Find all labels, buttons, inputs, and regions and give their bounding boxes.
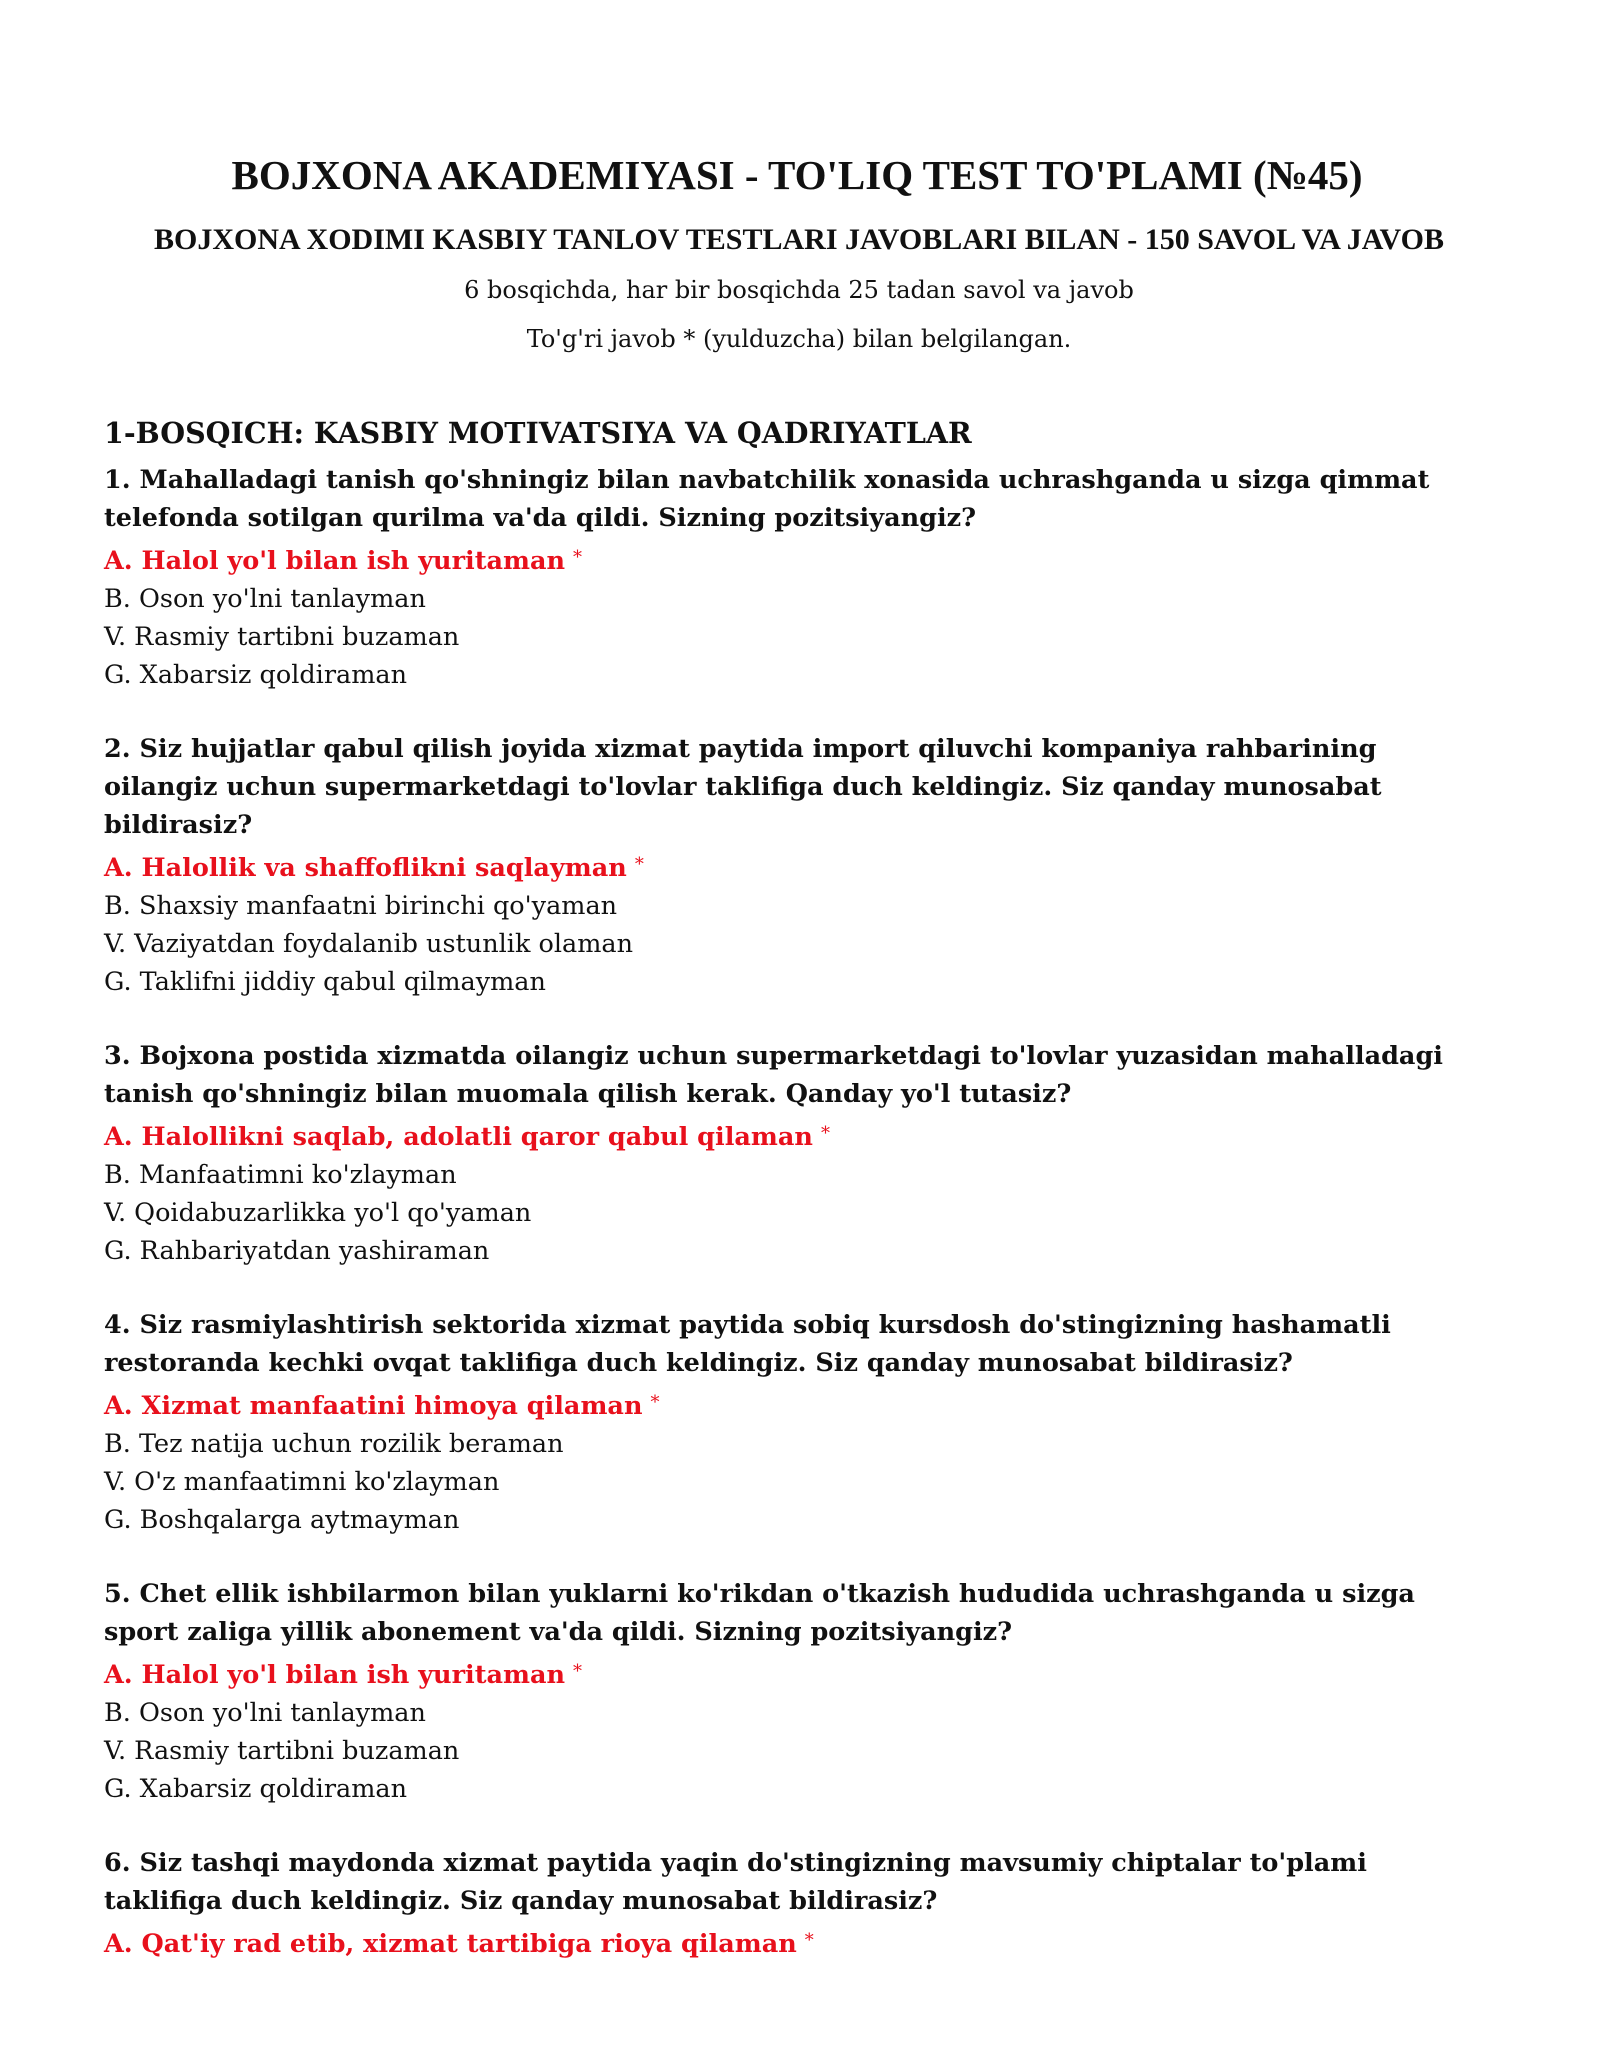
answer-option: B. Manfaatimni ko'zlayman: [104, 1160, 457, 1190]
answer-label: A. Qat'iy rad etib, xizmat tartibiga rioya qilaman: [104, 1929, 797, 1959]
correct-star-marker: *: [573, 547, 583, 568]
answer-label: A. Xizmat manfaatini himoya qilaman: [104, 1391, 643, 1421]
answer-option: B. Shaxsiy manfaatni birinchi qo'yaman: [104, 891, 618, 921]
answer-option: G. Boshqalarga aytmayman: [104, 1505, 460, 1535]
answer-option: B. Oson yo'lni tanlayman: [104, 1698, 426, 1728]
info-line-stages: 6 bosqichda, har bir bosqichda 25 tadan savol va javob: [464, 276, 1134, 304]
question-3: [104, 1037, 1480, 1270]
question-text: 2. Siz hujjatlar qabul qilish joyida xizmat paytida import qiluvchi kompaniya rahbarining oilangiz uchun supermarketdagi to'lovlar taklifiga duch keldingiz. Siz qanday munosabat bildirasiz?: [104, 734, 1382, 840]
correct-answer: [104, 1115, 1480, 1156]
correct-star-marker: *: [573, 1661, 583, 1682]
correct-answer: [104, 1384, 1480, 1425]
info-line-marker: To'g'ri javob * (yulduzcha) bilan belgilangan.: [526, 325, 1072, 353]
correct-star-marker: *: [650, 1392, 660, 1413]
correct-answer: [104, 1922, 1480, 1963]
question-text: 6. Siz tashqi maydonda xizmat paytida yaqin do'stingizning mavsumiy chiptalar to'plami taklifiga duch keldingiz. Siz qanday munosabat bildirasiz?: [104, 1848, 1367, 1916]
correct-answer: [104, 846, 1480, 887]
question-5: [104, 1575, 1480, 1808]
answer-option: G. Rahbariyatdan yashiraman: [104, 1236, 490, 1266]
correct-star-marker: *: [634, 854, 644, 875]
answer-option: G. Xabarsiz qoldiraman: [104, 1774, 408, 1804]
answer-label: A. Halol yo'l bilan ish yuritaman: [104, 546, 566, 576]
answer-option: V. Rasmiy tartibni buzaman: [104, 1736, 460, 1766]
correct-star-marker: *: [820, 1123, 830, 1144]
answer-label: A. Halollik va shaffoflikni saqlayman: [104, 853, 627, 883]
question-text: 5. Chet ellik ishbilarmon bilan yuklarni ko'rikdan o'tkazish hududida uchrashganda u sizga sport zaliga yillik abonement va'da qildi. Sizning pozitsiyangiz?: [104, 1579, 1415, 1647]
question-text: 3. Bojxona postida xizmatda oilangiz uchun supermarketdagi to'lovlar yuzasidan mahalladagi tanish qo'shningiz bilan muomala qilish kerak. Qanday yo'l tutasiz?: [104, 1041, 1443, 1109]
question-text: 4. Siz rasmiylashtirish sektorida xizmat paytida sobiq kursdosh do'stingizning hashamatli restoranda kechki ovqat taklifiga duch keldingiz. Siz qanday munosabat bildirasiz?: [104, 1310, 1391, 1378]
answer-option: V. O'z manfaatimni ko'zlayman: [104, 1467, 500, 1497]
answer-option: G. Taklifni jiddiy qabul qilmayman: [104, 967, 546, 997]
document-title: BOJXONA AKADEMIYASI - TO'LIQ TEST TO'PLAMI (№45): [231, 152, 1363, 198]
answer-option: B. Oson yo'lni tanlayman: [104, 584, 426, 614]
question-6: [104, 1844, 1480, 1963]
question-text: 1. Mahalladagi tanish qo'shningiz bilan navbatchilik xonasida uchrashganda u sizga qimmat telefonda sotilgan qurilma va'da qildi. Sizning pozitsiyangiz?: [104, 465, 1430, 533]
question-1: [104, 461, 1480, 694]
answer-option: V. Qoidabuzarlikka yo'l qo'yaman: [104, 1198, 532, 1228]
answer-label: A. Halollikni saqlab, adolatli qaror qabul qilaman: [104, 1122, 813, 1152]
correct-answer: [104, 539, 1480, 580]
answer-option: B. Tez natija uchun rozilik beraman: [104, 1429, 564, 1459]
answer-option: V. Rasmiy tartibni buzaman: [104, 622, 460, 652]
correct-star-marker: *: [804, 1930, 814, 1951]
answer-option: V. Vaziyatdan foydalanib ustunlik olaman: [104, 929, 634, 959]
answer-option: G. Xabarsiz qoldiraman: [104, 660, 408, 690]
document-subtitle: BOJXONA XODIMI KASBIY TANLOV TESTLARI JAVOBLARI BILAN - 150 SAVOL VA JAVOB: [154, 223, 1444, 256]
correct-answer: [104, 1653, 1480, 1694]
question-4: [104, 1306, 1480, 1539]
question-2: [104, 730, 1480, 1001]
answer-label: A. Halol yo'l bilan ish yuritaman: [104, 1660, 566, 1690]
section-heading: 1-BOSQICH: KASBIY MOTIVATSIYA VA QADRIYATLAR: [104, 416, 972, 450]
